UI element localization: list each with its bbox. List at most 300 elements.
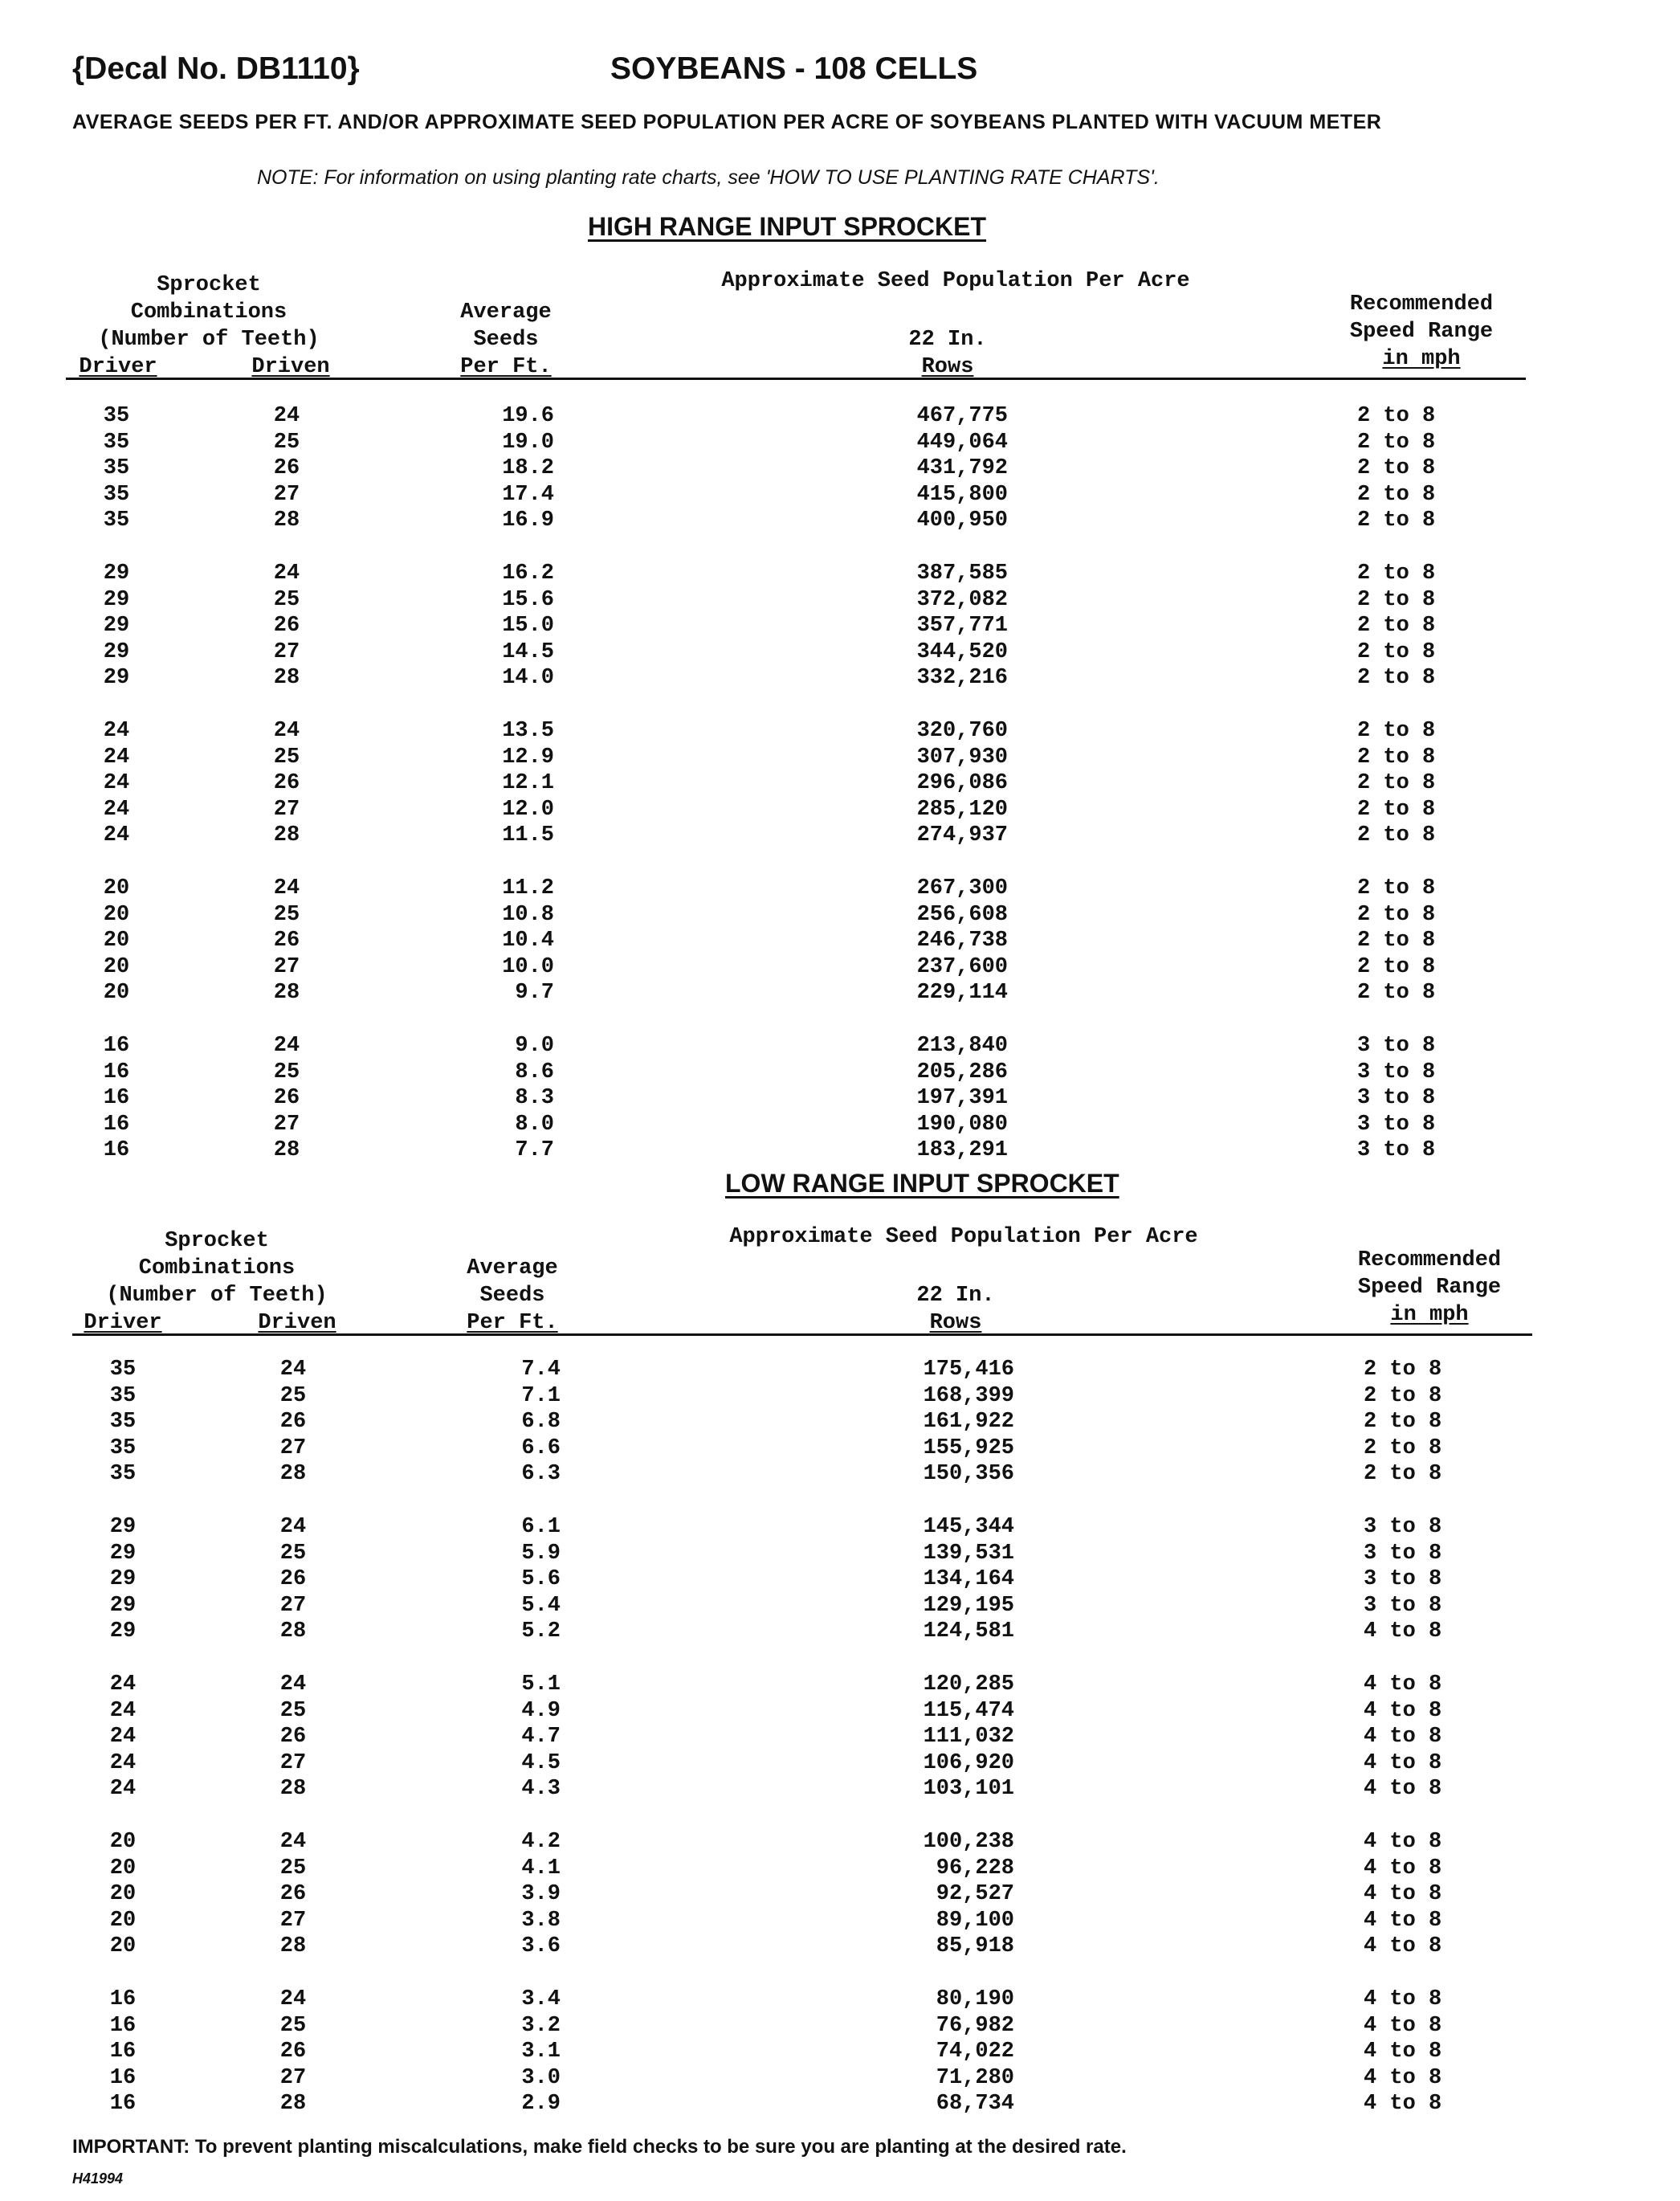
table-row bbox=[0, 798, 1680, 823]
seed-population: 134,164 bbox=[923, 1567, 1014, 1592]
average-seeds-per-ft: 12.1 bbox=[502, 771, 554, 796]
driven-teeth: 28 bbox=[279, 1619, 307, 1644]
driver-teeth: 16 bbox=[109, 1987, 137, 2011]
table-row bbox=[0, 508, 1680, 534]
driven-teeth: 25 bbox=[279, 1541, 307, 1566]
seed-population: 267,300 bbox=[916, 876, 1008, 900]
table-row bbox=[6, 1594, 1680, 1619]
table-row bbox=[6, 1725, 1680, 1750]
driven-teeth: 28 bbox=[273, 981, 300, 1006]
average-seeds-per-ft: 11.2 bbox=[502, 876, 554, 900]
seed-population: 256,608 bbox=[916, 902, 1008, 927]
driven-teeth: 28 bbox=[279, 1934, 307, 1959]
speed-range-header-line3: in mph bbox=[1390, 1303, 1469, 1327]
driven-teeth: 27 bbox=[279, 1908, 307, 1933]
driven-teeth: 26 bbox=[273, 1086, 300, 1111]
table-row bbox=[0, 771, 1680, 797]
table-row bbox=[0, 1138, 1680, 1164]
seed-population: 120,285 bbox=[923, 1672, 1014, 1697]
speed-range: 3 to 8 bbox=[1364, 1593, 1442, 1618]
average-seeds-header-line2: Seeds bbox=[473, 328, 539, 352]
driver-teeth: 20 bbox=[109, 1934, 137, 1959]
speed-range: 2 to 8 bbox=[1357, 981, 1436, 1006]
speed-range: 4 to 8 bbox=[1364, 1672, 1442, 1697]
speed-range: 2 to 8 bbox=[1357, 561, 1436, 586]
driven-teeth: 25 bbox=[279, 1383, 307, 1408]
high-range-title: HIGH RANGE INPUT SPROCKET bbox=[588, 212, 987, 241]
driven-teeth: 26 bbox=[279, 1410, 307, 1435]
seed-population: 415,800 bbox=[916, 482, 1008, 507]
driver-header: Driver bbox=[79, 355, 157, 379]
speed-range: 2 to 8 bbox=[1357, 876, 1436, 900]
table-row bbox=[0, 981, 1680, 1007]
driven-teeth: 27 bbox=[273, 639, 300, 664]
seed-population: 100,238 bbox=[923, 1830, 1014, 1854]
table-row bbox=[6, 1882, 1680, 1908]
table-row bbox=[0, 903, 1680, 929]
average-seeds-per-ft: 6.6 bbox=[521, 1435, 561, 1460]
average-seeds-per-ft: 16.2 bbox=[502, 561, 554, 586]
seed-population: 229,114 bbox=[916, 981, 1008, 1006]
driven-teeth: 24 bbox=[279, 1987, 307, 2011]
driver-teeth: 20 bbox=[109, 1856, 137, 1880]
driver-teeth: 16 bbox=[103, 1086, 130, 1111]
driven-teeth: 25 bbox=[273, 1060, 300, 1084]
table-row bbox=[0, 1113, 1680, 1138]
row-spacing-header-line1: 22 In. bbox=[908, 328, 987, 352]
seed-population: 106,920 bbox=[923, 1750, 1014, 1775]
average-seeds-header-line1: Average bbox=[460, 300, 552, 325]
average-seeds-per-ft: 4.2 bbox=[521, 1830, 561, 1854]
table-row bbox=[6, 2066, 1680, 2092]
average-seeds-per-ft: 13.5 bbox=[502, 719, 554, 743]
speed-range: 3 to 8 bbox=[1357, 1112, 1436, 1137]
speed-range: 4 to 8 bbox=[1364, 1750, 1442, 1775]
average-seeds-per-ft: 10.4 bbox=[502, 929, 554, 953]
seed-population: 449,064 bbox=[916, 430, 1008, 455]
driver-teeth: 16 bbox=[109, 2065, 137, 2090]
speed-range: 4 to 8 bbox=[1364, 1777, 1442, 1802]
seed-population: 175,416 bbox=[923, 1358, 1014, 1382]
seed-population: 400,950 bbox=[916, 508, 1008, 533]
driven-teeth: 27 bbox=[273, 797, 300, 822]
average-seeds-per-ft: 2.9 bbox=[521, 2092, 561, 2117]
driver-teeth: 24 bbox=[103, 719, 130, 743]
sprocket-header-line1: Sprocket bbox=[157, 273, 261, 297]
header-rule bbox=[66, 378, 1526, 380]
table-row bbox=[6, 1358, 1680, 1383]
speed-range: 2 to 8 bbox=[1357, 719, 1436, 743]
driven-teeth: 25 bbox=[279, 1698, 307, 1723]
table-row bbox=[6, 1751, 1680, 1777]
driven-teeth: 28 bbox=[273, 1138, 300, 1163]
table-row bbox=[6, 1856, 1680, 1882]
speed-range: 2 to 8 bbox=[1357, 797, 1436, 822]
speed-range: 2 to 8 bbox=[1357, 456, 1436, 481]
seed-population: 190,080 bbox=[916, 1112, 1008, 1137]
seed-population: 124,581 bbox=[923, 1619, 1014, 1644]
speed-range-header-line2: Speed Range bbox=[1349, 320, 1494, 344]
driven-teeth: 24 bbox=[273, 719, 300, 743]
seed-population: 129,195 bbox=[923, 1593, 1014, 1618]
average-seeds-header bbox=[442, 299, 570, 381]
driven-header: Driven bbox=[258, 1311, 336, 1335]
seed-population: 205,286 bbox=[916, 1060, 1008, 1084]
table-row bbox=[6, 1515, 1680, 1541]
driver-teeth: 20 bbox=[103, 902, 130, 927]
table-row bbox=[6, 1410, 1680, 1435]
speed-range: 2 to 8 bbox=[1357, 508, 1436, 533]
driver-teeth: 35 bbox=[109, 1410, 137, 1435]
driven-header: Driven bbox=[251, 355, 330, 379]
average-seeds-header-line3: Per Ft. bbox=[467, 1311, 558, 1335]
seed-population: 431,792 bbox=[916, 456, 1008, 481]
table-row bbox=[0, 876, 1680, 902]
speed-range: 2 to 8 bbox=[1357, 587, 1436, 612]
average-seeds-per-ft: 3.6 bbox=[521, 1934, 561, 1959]
seed-population: 332,216 bbox=[916, 666, 1008, 691]
driver-teeth: 35 bbox=[109, 1383, 137, 1408]
header-rule bbox=[72, 1333, 1532, 1336]
driver-teeth: 24 bbox=[109, 1725, 137, 1750]
driver-teeth: 20 bbox=[103, 876, 130, 900]
sprocket-header bbox=[76, 272, 341, 353]
speed-range: 2 to 8 bbox=[1357, 430, 1436, 455]
driver-teeth: 16 bbox=[109, 2092, 137, 2117]
driver-teeth: 20 bbox=[109, 1830, 137, 1854]
average-seeds-per-ft: 7.1 bbox=[521, 1383, 561, 1408]
speed-range: 3 to 8 bbox=[1364, 1515, 1442, 1539]
speed-range: 2 to 8 bbox=[1364, 1462, 1442, 1487]
driven-teeth: 26 bbox=[273, 456, 300, 481]
driver-teeth: 16 bbox=[103, 1060, 130, 1084]
average-seeds-per-ft: 5.1 bbox=[521, 1672, 561, 1697]
average-seeds-per-ft: 14.5 bbox=[502, 639, 554, 664]
seed-population: 183,291 bbox=[916, 1138, 1008, 1163]
speed-range: 4 to 8 bbox=[1364, 1619, 1442, 1644]
speed-range: 4 to 8 bbox=[1364, 2040, 1442, 2064]
seed-population: 344,520 bbox=[916, 639, 1008, 664]
table-row bbox=[0, 640, 1680, 666]
average-seeds-per-ft: 6.1 bbox=[521, 1515, 561, 1539]
driven-teeth: 24 bbox=[279, 1358, 307, 1382]
average-seeds-per-ft: 16.9 bbox=[502, 508, 554, 533]
driven-teeth: 25 bbox=[273, 745, 300, 770]
average-seeds-per-ft: 19.6 bbox=[502, 404, 554, 428]
driver-teeth: 35 bbox=[109, 1358, 137, 1382]
speed-range: 2 to 8 bbox=[1357, 482, 1436, 507]
average-seeds-per-ft: 6.3 bbox=[521, 1462, 561, 1487]
speed-range: 3 to 8 bbox=[1357, 1060, 1436, 1084]
driven-teeth: 25 bbox=[279, 2013, 307, 2038]
average-seeds-per-ft: 14.0 bbox=[502, 666, 554, 691]
driven-teeth: 24 bbox=[279, 1830, 307, 1854]
driver-teeth: 29 bbox=[109, 1567, 137, 1592]
table-row bbox=[0, 823, 1680, 849]
table-row bbox=[0, 431, 1680, 456]
average-seeds-per-ft: 3.1 bbox=[521, 2040, 561, 2064]
table-row bbox=[0, 745, 1680, 771]
table-row bbox=[0, 666, 1680, 692]
table-row bbox=[0, 588, 1680, 614]
driver-teeth: 16 bbox=[103, 1112, 130, 1137]
planting-rate-note: NOTE: For information on using planting rate charts, see 'HOW TO USE PLANTING RATE CHARTS'. bbox=[257, 166, 1160, 189]
speed-range: 2 to 8 bbox=[1357, 823, 1436, 848]
driver-teeth: 29 bbox=[109, 1515, 137, 1539]
seed-population: 372,082 bbox=[916, 587, 1008, 612]
driver-teeth: 20 bbox=[103, 929, 130, 953]
table-row bbox=[6, 2040, 1680, 2065]
table-row bbox=[6, 1777, 1680, 1803]
sprocket-header-line1: Sprocket bbox=[165, 1229, 269, 1253]
average-seeds-per-ft: 4.9 bbox=[521, 1698, 561, 1723]
speed-range-header-line3: in mph bbox=[1382, 347, 1461, 371]
driver-teeth: 29 bbox=[109, 1593, 137, 1618]
average-seeds-per-ft: 7.7 bbox=[515, 1138, 554, 1163]
row-spacing-header-line2: Rows bbox=[929, 1311, 982, 1335]
sprocket-header-line2: Combinations bbox=[130, 300, 287, 325]
seed-population: 161,922 bbox=[923, 1410, 1014, 1435]
average-seeds-per-ft: 8.0 bbox=[515, 1112, 554, 1137]
seed-population: 155,925 bbox=[923, 1435, 1014, 1460]
driver-teeth: 24 bbox=[109, 1777, 137, 1802]
speed-range: 2 to 8 bbox=[1357, 639, 1436, 664]
speed-range: 2 to 8 bbox=[1357, 954, 1436, 979]
driver-teeth: 16 bbox=[109, 2013, 137, 2038]
driven-teeth: 26 bbox=[279, 1567, 307, 1592]
important-note: IMPORTANT: To prevent planting miscalculations, make field checks to be sure you are planting at the desired rate. bbox=[72, 2136, 1127, 2158]
table-row bbox=[0, 456, 1680, 482]
seed-population: 145,344 bbox=[923, 1515, 1014, 1539]
driven-teeth: 28 bbox=[273, 823, 300, 848]
average-seeds-per-ft: 5.9 bbox=[521, 1541, 561, 1566]
driver-teeth: 16 bbox=[103, 1034, 130, 1058]
speed-range: 4 to 8 bbox=[1364, 2013, 1442, 2038]
row-spacing-header bbox=[883, 326, 1012, 381]
seed-population: 71,280 bbox=[936, 2065, 1014, 2090]
speed-range-header-line1: Recommended bbox=[1357, 1248, 1502, 1272]
speed-range-header-line1: Recommended bbox=[1349, 292, 1494, 316]
page-title: SOYBEANS - 108 CELLS bbox=[610, 51, 978, 86]
speed-range: 4 to 8 bbox=[1364, 1830, 1442, 1854]
average-seeds-per-ft: 3.4 bbox=[521, 1987, 561, 2011]
seed-population: 467,775 bbox=[916, 404, 1008, 428]
average-seeds-header bbox=[448, 1255, 577, 1337]
table-row bbox=[6, 1619, 1680, 1645]
seed-population: 111,032 bbox=[923, 1725, 1014, 1750]
average-seeds-per-ft: 4.3 bbox=[521, 1777, 561, 1802]
average-seeds-header-line3: Per Ft. bbox=[460, 355, 552, 379]
average-seeds-per-ft: 4.5 bbox=[521, 1750, 561, 1775]
low-range-title: LOW RANGE INPUT SPROCKET bbox=[725, 1169, 1119, 1198]
table-row bbox=[0, 614, 1680, 639]
seed-population: 296,086 bbox=[916, 771, 1008, 796]
driver-teeth: 29 bbox=[103, 561, 130, 586]
driver-teeth: 20 bbox=[109, 1908, 137, 1933]
seed-population: 92,527 bbox=[936, 1882, 1014, 1907]
average-seeds-per-ft: 12.0 bbox=[502, 797, 554, 822]
speed-range: 4 to 8 bbox=[1364, 1987, 1442, 2011]
driver-teeth: 29 bbox=[103, 614, 130, 639]
speed-range: 2 to 8 bbox=[1357, 745, 1436, 770]
driver-teeth: 16 bbox=[103, 1138, 130, 1163]
driver-teeth: 35 bbox=[109, 1462, 137, 1487]
table-row bbox=[6, 1542, 1680, 1567]
driver-teeth: 20 bbox=[103, 954, 130, 979]
seed-population: 85,918 bbox=[936, 1934, 1014, 1959]
average-seeds-per-ft: 4.7 bbox=[521, 1725, 561, 1750]
driver-teeth: 35 bbox=[103, 430, 130, 455]
average-seeds-per-ft: 6.8 bbox=[521, 1410, 561, 1435]
average-seeds-per-ft: 5.6 bbox=[521, 1567, 561, 1592]
average-seeds-per-ft: 8.6 bbox=[515, 1060, 554, 1084]
driver-teeth: 16 bbox=[109, 2040, 137, 2064]
driven-teeth: 25 bbox=[279, 1856, 307, 1880]
speed-range: 4 to 8 bbox=[1364, 2065, 1442, 2090]
average-seeds-per-ft: 3.2 bbox=[521, 2013, 561, 2038]
average-seeds-per-ft: 19.0 bbox=[502, 430, 554, 455]
driven-teeth: 26 bbox=[273, 929, 300, 953]
table-row bbox=[6, 1462, 1680, 1488]
table-row bbox=[6, 2014, 1680, 2040]
speed-range: 4 to 8 bbox=[1364, 1934, 1442, 1959]
driven-teeth: 25 bbox=[273, 902, 300, 927]
sprocket-header-line2: Combinations bbox=[138, 1256, 296, 1280]
average-seeds-per-ft: 15.0 bbox=[502, 614, 554, 639]
driver-teeth: 35 bbox=[109, 1435, 137, 1460]
table-row bbox=[6, 1909, 1680, 1934]
average-seeds-per-ft: 3.0 bbox=[521, 2065, 561, 2090]
driven-teeth: 27 bbox=[273, 1112, 300, 1137]
driven-teeth: 24 bbox=[273, 404, 300, 428]
seed-population: 76,982 bbox=[936, 2013, 1014, 2038]
table-row bbox=[0, 483, 1680, 508]
speed-range: 2 to 8 bbox=[1357, 929, 1436, 953]
seed-population: 237,600 bbox=[916, 954, 1008, 979]
driven-teeth: 26 bbox=[279, 2040, 307, 2064]
speed-range: 3 to 8 bbox=[1364, 1541, 1442, 1566]
driven-teeth: 27 bbox=[279, 2065, 307, 2090]
speed-range: 4 to 8 bbox=[1364, 1882, 1442, 1907]
driven-teeth: 26 bbox=[273, 614, 300, 639]
driver-teeth: 29 bbox=[103, 639, 130, 664]
seed-population: 103,101 bbox=[923, 1777, 1014, 1802]
average-seeds-per-ft: 4.1 bbox=[521, 1856, 561, 1880]
driven-teeth: 28 bbox=[279, 1777, 307, 1802]
driven-teeth: 24 bbox=[273, 876, 300, 900]
table-row bbox=[6, 1987, 1680, 2013]
seed-population: 285,120 bbox=[916, 797, 1008, 822]
seed-population: 68,734 bbox=[936, 2092, 1014, 2117]
table-row bbox=[6, 1699, 1680, 1725]
speed-range: 4 to 8 bbox=[1364, 1725, 1442, 1750]
driver-teeth: 20 bbox=[103, 981, 130, 1006]
driver-teeth: 24 bbox=[109, 1750, 137, 1775]
driver-teeth: 24 bbox=[103, 797, 130, 822]
speed-range: 4 to 8 bbox=[1364, 1908, 1442, 1933]
speed-range: 3 to 8 bbox=[1364, 1567, 1442, 1592]
speed-range-header-line2: Speed Range bbox=[1357, 1276, 1502, 1300]
driver-teeth: 24 bbox=[103, 771, 130, 796]
table-row bbox=[0, 561, 1680, 587]
table-row bbox=[0, 1034, 1680, 1060]
driven-teeth: 26 bbox=[279, 1882, 307, 1907]
driven-teeth: 27 bbox=[273, 954, 300, 979]
page-subtitle: AVERAGE SEEDS PER FT. AND/OR APPROXIMATE SEED POPULATION PER ACRE OF SOYBEANS PLANTED WITH VACUUM METER bbox=[72, 111, 1382, 133]
speed-range: 4 to 8 bbox=[1364, 1856, 1442, 1880]
seed-population: 320,760 bbox=[916, 719, 1008, 743]
table-row bbox=[6, 1384, 1680, 1410]
driven-teeth: 28 bbox=[279, 1462, 307, 1487]
seed-population: 387,585 bbox=[916, 561, 1008, 586]
seed-population: 139,531 bbox=[923, 1541, 1014, 1566]
document-code: H41994 bbox=[72, 2170, 124, 2187]
driver-teeth: 29 bbox=[109, 1541, 137, 1566]
sprocket-header-line3: (Number of Teeth) bbox=[106, 1284, 328, 1308]
table-row bbox=[6, 1436, 1680, 1462]
driver-teeth: 29 bbox=[103, 587, 130, 612]
speed-range: 2 to 8 bbox=[1364, 1435, 1442, 1460]
table-row bbox=[0, 719, 1680, 745]
average-seeds-header-line2: Seeds bbox=[479, 1284, 545, 1308]
speed-range: 2 to 8 bbox=[1357, 902, 1436, 927]
population-group-header: Approximate Seed Population Per Acre bbox=[721, 269, 1190, 293]
average-seeds-per-ft: 12.9 bbox=[502, 745, 554, 770]
average-seeds-header-line1: Average bbox=[467, 1256, 558, 1280]
speed-range: 2 to 8 bbox=[1357, 666, 1436, 691]
speed-range: 2 to 8 bbox=[1357, 614, 1436, 639]
driven-teeth: 25 bbox=[273, 430, 300, 455]
driven-teeth: 27 bbox=[279, 1593, 307, 1618]
speed-range: 3 to 8 bbox=[1357, 1034, 1436, 1058]
speed-range: 2 to 8 bbox=[1357, 404, 1436, 428]
driver-teeth: 35 bbox=[103, 456, 130, 481]
sprocket-header bbox=[84, 1227, 349, 1309]
driven-teeth: 28 bbox=[273, 508, 300, 533]
average-seeds-per-ft: 3.9 bbox=[521, 1882, 561, 1907]
speed-range: 3 to 8 bbox=[1357, 1086, 1436, 1111]
speed-range: 3 to 8 bbox=[1357, 1138, 1436, 1163]
row-spacing-header-line2: Rows bbox=[921, 355, 974, 379]
average-seeds-per-ft: 5.4 bbox=[521, 1593, 561, 1618]
driven-teeth: 27 bbox=[279, 1750, 307, 1775]
driver-teeth: 24 bbox=[109, 1698, 137, 1723]
driven-teeth: 24 bbox=[279, 1672, 307, 1697]
driver-header: Driver bbox=[84, 1311, 162, 1335]
seed-population: 246,738 bbox=[916, 929, 1008, 953]
table-row bbox=[0, 1086, 1680, 1112]
table-row bbox=[6, 1934, 1680, 1960]
driven-teeth: 27 bbox=[273, 482, 300, 507]
driver-teeth: 35 bbox=[103, 404, 130, 428]
driven-teeth: 28 bbox=[279, 2092, 307, 2117]
average-seeds-per-ft: 3.8 bbox=[521, 1908, 561, 1933]
average-seeds-per-ft: 18.2 bbox=[502, 456, 554, 481]
speed-range: 2 to 8 bbox=[1357, 771, 1436, 796]
seed-population: 74,022 bbox=[936, 2040, 1014, 2064]
driver-teeth: 35 bbox=[103, 482, 130, 507]
row-spacing-header-line1: 22 In. bbox=[916, 1284, 995, 1308]
table-row bbox=[0, 929, 1680, 954]
table-row bbox=[0, 404, 1680, 430]
speed-range-header bbox=[1317, 291, 1526, 373]
driven-teeth: 27 bbox=[279, 1435, 307, 1460]
table-row bbox=[6, 1567, 1680, 1593]
population-group-header: Approximate Seed Population Per Acre bbox=[729, 1225, 1198, 1249]
driven-teeth: 24 bbox=[273, 1034, 300, 1058]
seed-population: 213,840 bbox=[916, 1034, 1008, 1058]
driver-teeth: 20 bbox=[109, 1882, 137, 1907]
